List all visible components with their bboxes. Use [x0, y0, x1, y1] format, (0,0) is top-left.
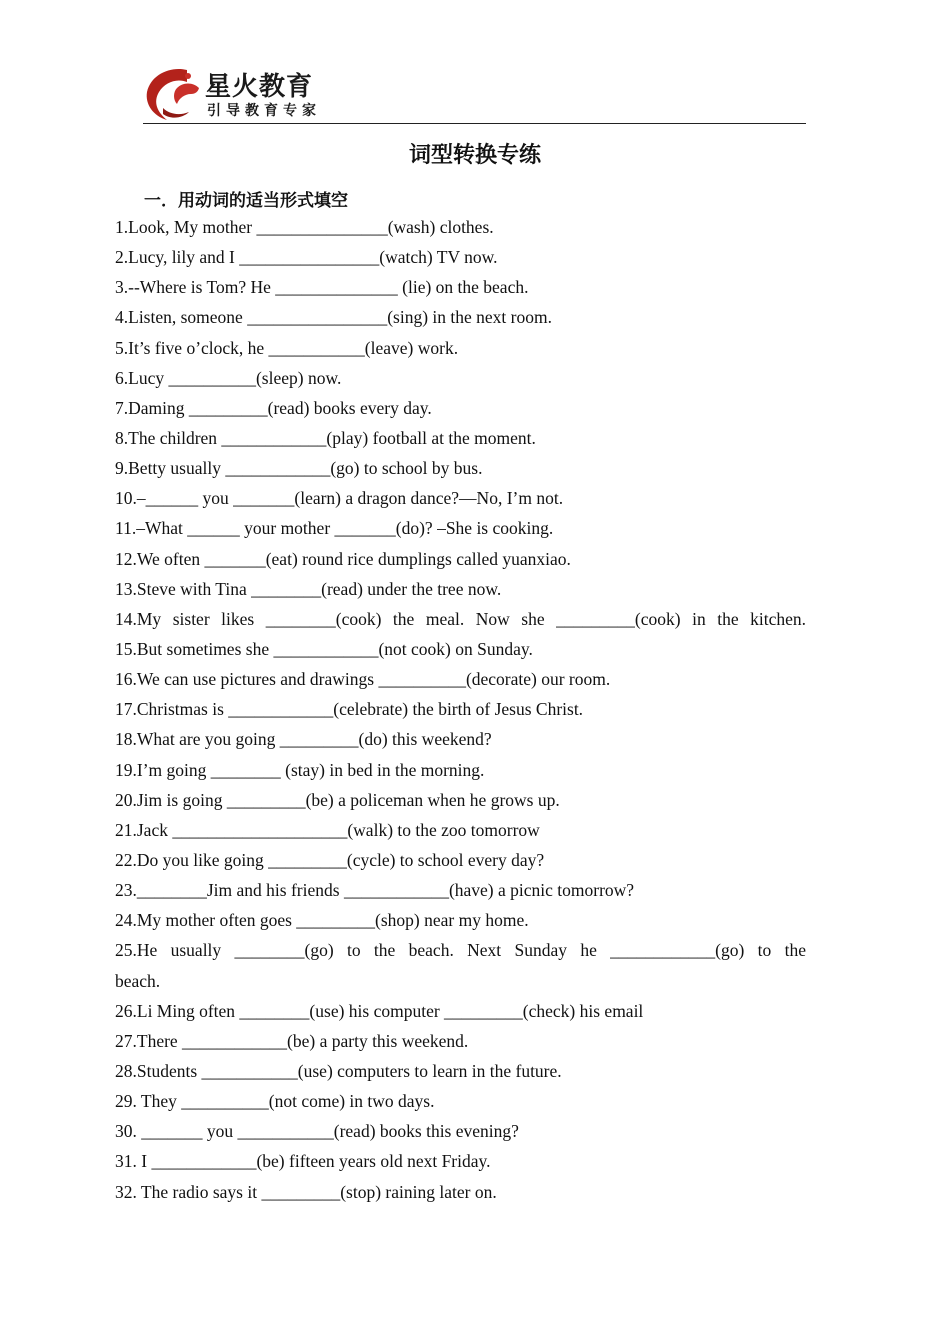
question-item: 23.________Jim and his friends ____________(have) a picnic tomorrow? [115, 880, 635, 901]
question-item: 28.Students ___________(use) computers to learn in the future. [115, 1060, 562, 1081]
question-item: 16.We can use pictures and drawings __________(decorate) our room. [115, 669, 611, 690]
xinghuo-logo-icon [143, 64, 203, 122]
question-item: 30. _______ you ___________(read) books this evening? [115, 1121, 519, 1142]
brand-slogan: 引导教育专家 [207, 103, 321, 119]
question-item: 6.Lucy __________(sleep) now. [115, 367, 342, 388]
question-item-continuation: beach. [115, 970, 161, 991]
question-item: 15.But sometimes she ____________(not cook) on Sunday. [115, 638, 533, 659]
question-item: 14.My sister likes ________(cook) the meal. Now she _________(cook) in the kitchen. [115, 608, 806, 629]
question-item: 24.My mother often goes _________(shop) near my home. [115, 910, 529, 931]
question-item: 25.He usually ________(go) to the beach. Next Sunday he ____________(go) to the [115, 940, 806, 961]
question-item: 19.I’m going ________ (stay) in bed in the morning. [115, 759, 485, 780]
question-item: 3.--Where is Tom? He ______________ (lie) on the beach. [115, 277, 529, 298]
question-item: 32. The radio says it _________(stop) raining later on. [115, 1181, 497, 1202]
question-item: 20.Jim is going _________(be) a policeman when he grows up. [115, 789, 560, 810]
question-item: 27.There ____________(be) a party this weekend. [115, 1030, 469, 1051]
question-item: 2.Lucy, lily and I ________________(watch) TV now. [115, 247, 498, 268]
header-divider [143, 123, 806, 124]
question-item: 9.Betty usually ____________(go) to school by bus. [115, 458, 483, 479]
question-item: 1.Look, My mother _______________(wash) clothes. [115, 217, 494, 237]
question-item: 5.It’s five o’clock, he ___________(leave) work. [115, 337, 459, 358]
page-title: 词型转换专练 [408, 143, 541, 168]
question-list [115, 212, 806, 1207]
document-header [143, 64, 806, 126]
question-item: 26.Li Ming often ________(use) his computer _________(check) his email [115, 1000, 644, 1021]
brand-name: 星火教育 [205, 72, 314, 102]
question-item: 13.Steve with Tina ________(read) under the tree now. [115, 578, 502, 599]
question-item: 17.Christmas is ____________(celebrate) the birth of Jesus Christ. [115, 699, 584, 720]
question-item: 4.Listen, someone ________________(sing) in the next room. [115, 307, 552, 328]
question-item: 31. I ____________(be) fifteen years old next Friday. [115, 1151, 491, 1172]
question-item: 29. They __________(not come) in two days. [115, 1091, 435, 1112]
question-item: 7.Daming _________(read) books every day. [115, 397, 432, 418]
question-item: 21.Jack ____________________(walk) to the zoo tomorrow [115, 819, 540, 840]
question-item: 11.–What ______ your mother _______(do)? –She is cooking. [115, 518, 554, 539]
question-item: 22.Do you like going _________(cycle) to school every day? [115, 849, 545, 870]
question-item: 12.We often _______(eat) round rice dumplings called yuanxiao. [115, 548, 571, 569]
question-item: 8.The children ____________(play) football at the moment. [115, 427, 536, 448]
question-item: 10.–______ you _______(learn) a dragon dance?—No, I’m not. [115, 488, 564, 509]
section-heading: 一．用动词的适当形式填空 [144, 191, 348, 211]
question-item: 18.What are you going _________(do) this weekend? [115, 729, 492, 750]
